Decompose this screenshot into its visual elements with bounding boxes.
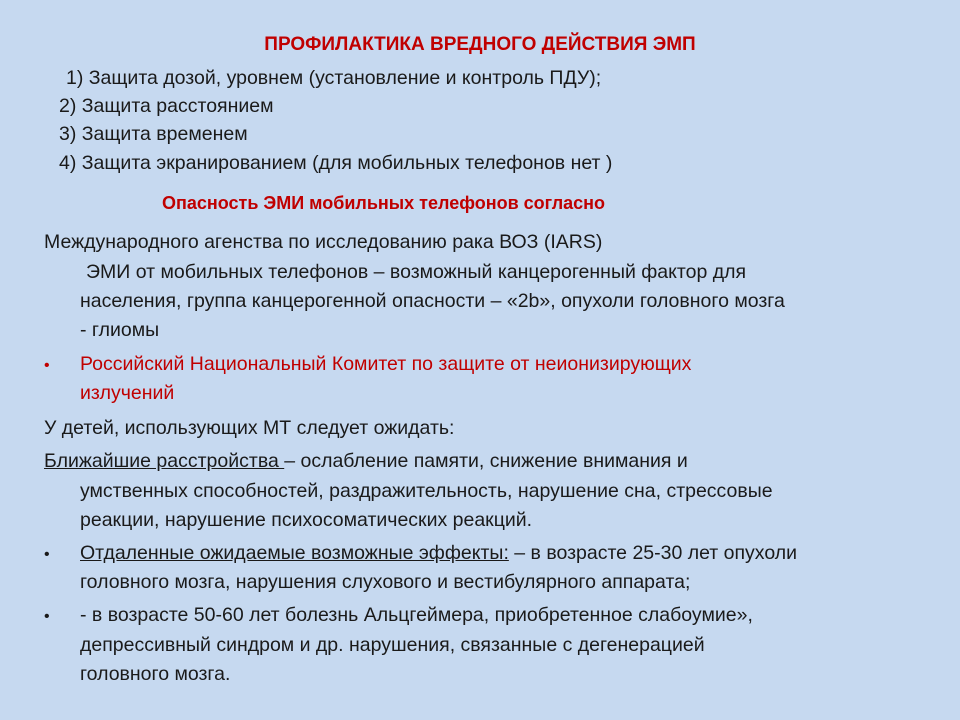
iars-line: Международного агенства по исследованию рака ВОЗ (IARS) (44, 231, 603, 253)
protection-item-2: 2) Защита расстоянием (59, 95, 274, 117)
near-disorders-label: Ближайшие расстройства (44, 450, 285, 472)
near-disorders-line-3: реакции, нарушение психосоматических реакций. (80, 509, 533, 531)
bullet-marker: • (44, 546, 50, 563)
remote-effects-text: – в возрасте 25-30 лет опухоли (508, 542, 798, 564)
slide-title: ПРОФИЛАКТИКА ВРЕДНОГО ДЕЙСТВИЯ ЭМП (264, 34, 696, 55)
protection-item-3: 3) Защита временем (59, 123, 248, 145)
emi-paragraph-line-3: - глиомы (80, 319, 160, 341)
age-50-60-line-1: - в возрасте 50-60 лет болезнь Альцгеймера, приобретенное слабоумие», (80, 604, 753, 626)
russian-committee-line-2: излучений (80, 382, 175, 404)
remote-effects-label: Отдаленные ожидаемые возможные эффекты: (80, 542, 509, 564)
bullet-marker: • (44, 357, 50, 374)
remote-effects-line-2: головного мозга, нарушения слухового и вестибулярного аппарата; (80, 571, 691, 593)
near-disorders-text: – ослабление памяти, снижение внимания и (284, 450, 688, 472)
bullet-marker: • (44, 608, 50, 625)
emi-paragraph-line-1: ЭМИ от мобильных телефонов – возможный канцерогенный фактор для (86, 261, 747, 283)
children-intro: У детей, использующих МТ следует ожидать: (44, 417, 455, 439)
emi-paragraph-line-2: населения, группа канцерогенной опасности – «2b», опухоли головного мозга (80, 290, 785, 312)
protection-item-1: 1) Защита дозой, уровнем (установление и контроль ПДУ); (66, 67, 602, 89)
near-disorders-line-1 (44, 447, 688, 476)
near-disorders-line-2: умственных способностей, раздражительность, нарушение сна, стрессовые (80, 480, 773, 502)
russian-committee-line-1: Российский Национальный Комитет по защите от неионизирующих (80, 353, 692, 375)
age-50-60-line-2: депрессивный синдром и др. нарушения, связанные с дегенерацией (80, 634, 705, 656)
danger-heading: Опасность ЭМИ мобильных телефонов согласно (162, 193, 606, 213)
protection-item-4: 4) Защита экранированием (для мобильных телефонов нет ) (59, 152, 613, 174)
remote-effects-line-1 (80, 539, 797, 568)
age-50-60-line-3: головного мозга. (80, 663, 231, 685)
